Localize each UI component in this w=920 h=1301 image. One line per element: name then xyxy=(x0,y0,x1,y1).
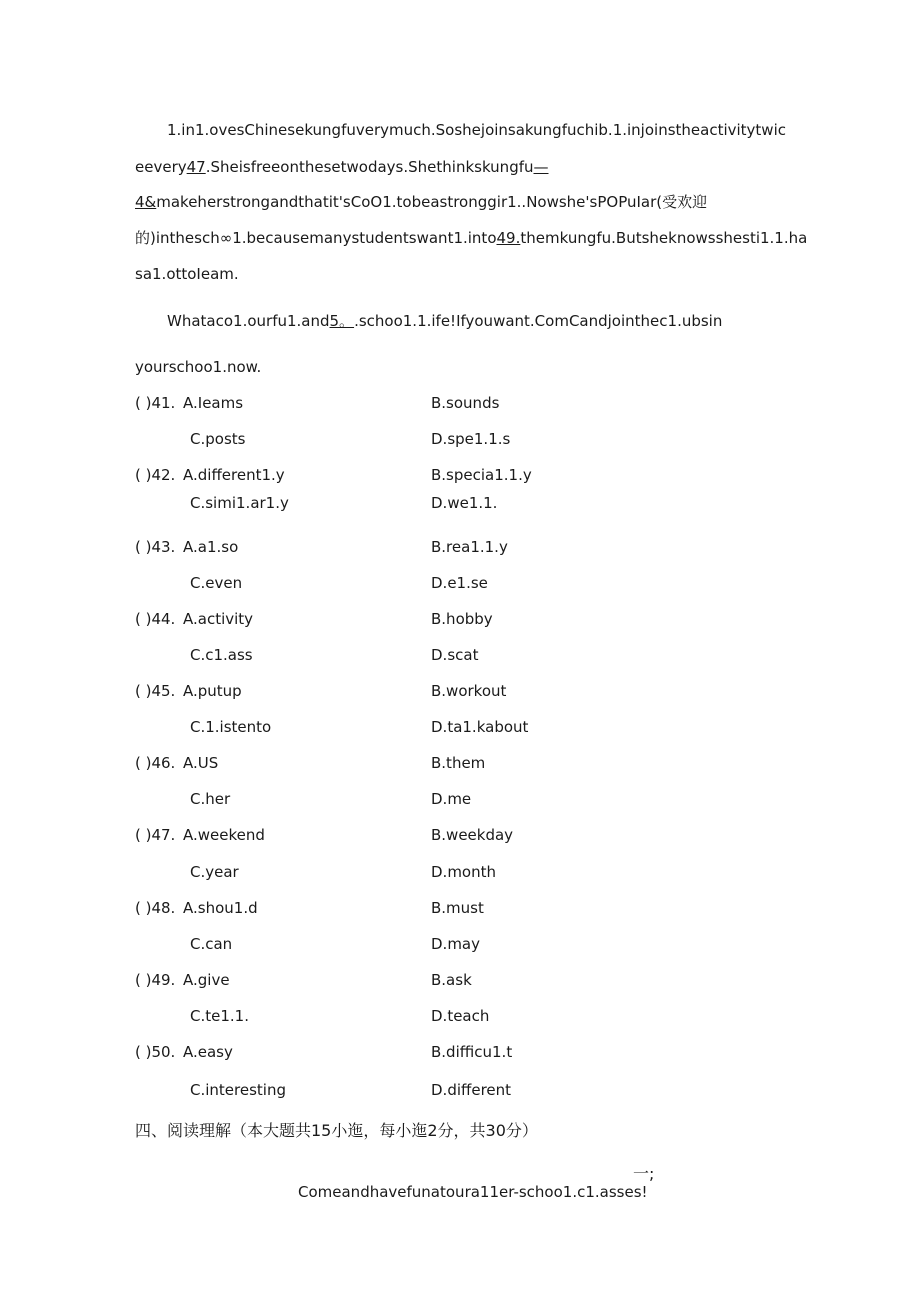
reading-title: Comeandhavefunatoura11er-schoo1.c1.asses! xyxy=(298,1183,648,1201)
option-d: D.e1.se xyxy=(431,574,488,592)
option-c: C.c1.ass xyxy=(190,646,253,664)
question-number: ( )45. xyxy=(135,682,176,700)
option-b: B.workout xyxy=(431,682,507,700)
question-43-row-1 xyxy=(0,538,920,560)
passage-text: .Sheisfreeonthesetwodays.Shethinkskungfu xyxy=(205,158,534,176)
passage-line-4 xyxy=(135,228,807,248)
option-b: B.ask xyxy=(431,971,472,989)
blank-49: 49. xyxy=(496,229,521,247)
question-47-row-1 xyxy=(0,826,920,848)
option-b: B.sounds xyxy=(431,394,500,412)
question-50-row-1 xyxy=(0,1043,920,1065)
question-42-row-1 xyxy=(0,466,920,488)
dash-mark: 一; xyxy=(633,1164,655,1183)
passage-text: Whataco1.ourfu1.and xyxy=(167,312,330,330)
question-number: ( )41. xyxy=(135,394,176,412)
option-a: A.a1.so xyxy=(183,538,239,556)
question-48-row-2 xyxy=(0,935,920,957)
question-46-row-1 xyxy=(0,754,920,776)
option-d: D.me xyxy=(431,790,472,808)
option-b: B.weekday xyxy=(431,826,514,844)
option-a: A.activity xyxy=(183,610,254,628)
passage-line-3 xyxy=(135,192,707,212)
question-45-row-2 xyxy=(0,718,920,740)
option-c: C.her xyxy=(190,790,231,808)
passage-text: .schoo1.1.ife!Ifyouwant.ComCandjointhec1.ubsin xyxy=(354,312,723,330)
passage-line-2 xyxy=(135,157,549,177)
blank-dash: — xyxy=(533,158,549,176)
option-b: B.specia1.1.y xyxy=(431,466,532,484)
option-a: A.weekend xyxy=(183,826,265,844)
option-c: C.1.istento xyxy=(190,718,272,736)
option-d: D.month xyxy=(431,863,497,881)
section-heading: 四、阅读理解（本大题共15小迤，每小迤2分，共30分） xyxy=(135,1121,538,1140)
question-44-row-2 xyxy=(0,646,920,668)
passage-text: 的)inthesch∞1.becausemanystudentswant1.into xyxy=(135,229,497,247)
passage-line-5 xyxy=(135,264,239,284)
passage-text: eevery xyxy=(135,158,187,176)
option-c: C.te1.1. xyxy=(190,1007,249,1025)
option-a: A.give xyxy=(183,971,230,989)
question-number: ( )49. xyxy=(135,971,176,989)
question-45-row-1 xyxy=(0,682,920,704)
option-b: B.must xyxy=(431,899,484,917)
question-50-row-2 xyxy=(0,1081,920,1103)
option-d: D.may xyxy=(431,935,480,953)
question-42-row-2 xyxy=(0,494,920,516)
passage-text: 1.in1.ovesChinesekungfuverymuch.Soshejoinsakungfuchib.1.injoinstheactivitytwic xyxy=(167,121,786,139)
blank-47: 47 xyxy=(186,158,206,176)
question-number: ( )44. xyxy=(135,610,176,628)
passage-text: makeherstrongandthatit'sCoO1.tobeastronggir1..Nowshe'sPOPuIar(受欢迎 xyxy=(156,193,708,211)
option-b: B.them xyxy=(431,754,486,772)
option-c: C.year xyxy=(190,863,239,881)
passage-text: themkungfu.Butsheknowsshesti1.1.ha xyxy=(520,229,808,247)
passage-text: yourschoo1.now. xyxy=(135,358,262,376)
question-48-row-1 xyxy=(0,899,920,921)
passage-text: sa1.ottoIeam. xyxy=(135,265,239,283)
option-a: A.shou1.d xyxy=(183,899,258,917)
option-b: B.rea1.1.y xyxy=(431,538,508,556)
blank-48: 4& xyxy=(135,193,157,211)
option-c: C.interesting xyxy=(190,1081,286,1099)
option-a: A.different1.y xyxy=(183,466,285,484)
option-a: A.putup xyxy=(183,682,242,700)
question-46-row-2 xyxy=(0,790,920,812)
question-49-row-2 xyxy=(0,1007,920,1029)
passage-line-6 xyxy=(167,311,722,331)
option-d: D.spe1.1.s xyxy=(431,430,511,448)
question-number: ( )42. xyxy=(135,466,176,484)
question-41-row-1 xyxy=(0,394,920,416)
option-d: D.teach xyxy=(431,1007,490,1025)
passage-line-7 xyxy=(135,357,261,377)
option-c: C.can xyxy=(190,935,233,953)
question-number: ( )43. xyxy=(135,538,176,556)
option-b: B.hobby xyxy=(431,610,493,628)
option-c: C.posts xyxy=(190,430,246,448)
option-d: D.ta1.kabout xyxy=(431,718,529,736)
option-d: D.scat xyxy=(431,646,479,664)
option-a: A.easy xyxy=(183,1043,233,1061)
question-43-row-2 xyxy=(0,574,920,596)
question-44-row-1 xyxy=(0,610,920,632)
option-a: A.US xyxy=(183,754,219,772)
option-b: B.difficu1.t xyxy=(431,1043,513,1061)
option-c: C.simi1.ar1.y xyxy=(190,494,289,512)
option-c: C.even xyxy=(190,574,243,592)
question-number: ( )50. xyxy=(135,1043,176,1061)
question-number: ( )48. xyxy=(135,899,176,917)
option-d: D.we1.1. xyxy=(431,494,498,512)
passage-line-1 xyxy=(167,120,786,140)
question-41-row-2 xyxy=(0,430,920,452)
blank-50: 5。 xyxy=(329,312,355,330)
question-number: ( )47. xyxy=(135,826,176,844)
question-47-row-2 xyxy=(0,863,920,885)
question-number: ( )46. xyxy=(135,754,176,772)
option-a: A.Ieams xyxy=(183,394,244,412)
option-d: D.different xyxy=(431,1081,512,1099)
question-49-row-1 xyxy=(0,971,920,993)
